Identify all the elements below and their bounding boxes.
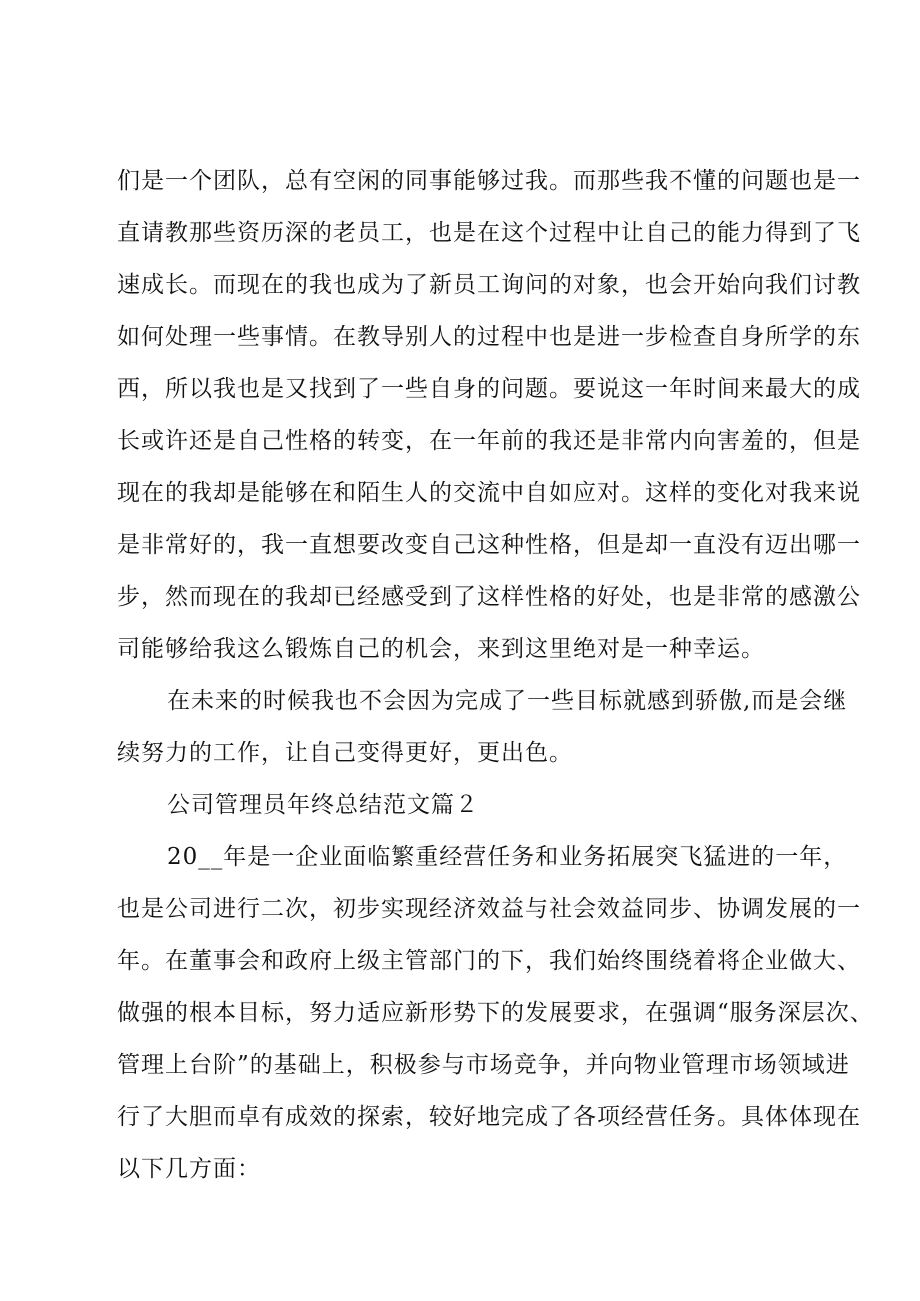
section-heading: 公司管理员年终总结范文篇２ — [167, 792, 479, 818]
paragraph-3-line-4: 做强的根本目标，努力适应新形势下的发展要求，在强调“服务深层次、 — [117, 1000, 874, 1026]
paragraph-2-line-1: 在未来的时候我也不会因为完成了一些目标就感到骄傲,而是会继 — [167, 688, 848, 714]
paragraph-3-line-2: 也是公司进行二次，初步实现经济效益与社会效益同步、协调发展的一 — [117, 896, 861, 922]
paragraph-3-line-3: 年。在董事会和政府上级主管部门的下，我们始终围绕着将企业做大、 — [117, 948, 861, 974]
paragraph-1-line-5: 西，所以我也是又找到了一些自身的问题。要说这一年时间来最大的成 — [117, 376, 861, 402]
paragraph-3-line-5: 管理上台阶”的基础上，积极参与市场竞争，并向物业管理市场领域进 — [117, 1052, 850, 1078]
paragraph-1-line-1: 们是一个团队，总有空闲的同事能够过我。而那些我不懂的问题也是一 — [117, 168, 861, 194]
paragraph-1-line-7: 现在的我却是能够在和陌生人的交流中自如应对。这样的变化对我来说 — [117, 480, 861, 506]
paragraph-1-line-2: 直请教那些资历深的老员工，也是在这个过程中让自己的能力得到了飞 — [117, 220, 861, 246]
paragraph-1-line-10: 司能够给我这么锻炼自己的机会，来到这里绝对是一种幸运。 — [117, 636, 765, 662]
paragraph-1-line-8: 是非常好的，我一直想要改变自己这种性格，但是却一直没有迈出哪一 — [117, 532, 861, 558]
paragraph-3-line-1: 20__年是一企业面临繁重经营任务和业务拓展突飞猛进的一年， — [167, 844, 848, 870]
paragraph-2-line-2: 续努力的工作，让自己变得更好，更出色。 — [117, 740, 573, 766]
paragraph-1-line-9: 步，然而现在的我却已经感受到了这样性格的好处，也是非常的感激公 — [117, 584, 861, 610]
document-body — [117, 155, 874, 1195]
paragraph-1-line-4: 如何处理一些事情。在教导别人的过程中也是进一步检查自身所学的东 — [117, 324, 861, 350]
paragraph-1-line-3: 速成长。而现在的我也成为了新员工询问的对象，也会开始向我们讨教 — [117, 272, 861, 298]
paragraph-1-line-6: 长或许还是自己性格的转变，在一年前的我还是非常内向害羞的，但是 — [117, 428, 861, 454]
paragraph-3-line-6: 行了大胆而卓有成效的探索，较好地完成了各项经营任务。具体体现在 — [117, 1104, 861, 1130]
paragraph-3-line-7: 以下几方面： — [117, 1156, 261, 1182]
